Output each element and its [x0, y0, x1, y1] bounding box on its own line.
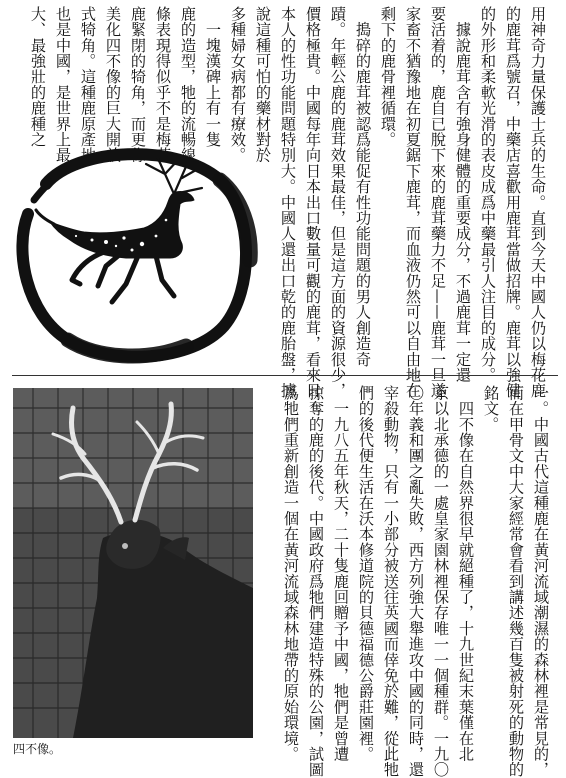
text-column: 銘文。 [482, 385, 500, 433]
text-column: 京以北承德的一處皇家園林裡保存唯一一個種群。一九〇 [432, 385, 450, 778]
text-column: 掠奪的鹿的後代。中國政府爲牠們建造特殊的公園，試圖 [307, 385, 325, 778]
text-column: 據說鹿茸含有強身健體的重要成分，不過鹿茸一定還 [454, 6, 472, 383]
text-column: 用神奇力量保護士兵的生命。直到今天中國人仍以梅花鹿 [529, 6, 547, 399]
text-column: 一塊漢碑上有一隻 [204, 6, 222, 148]
deer-eye [122, 543, 128, 549]
deer-photo-illustration [13, 388, 253, 738]
text-column: 價格極貴。中國每年向日本出口數量可觀的鹿茸，看來日 [304, 6, 322, 399]
text-column: 宰殺動物，只有一小部分被送往英國而倖免於難，從此牠 [382, 385, 400, 778]
text-column: 鹿緊閉的犄角，而更像 [129, 6, 147, 163]
text-column: 〇年義和團之亂失敗，西方列強大舉進攻中國的同時，還 [407, 385, 425, 778]
text-column: 說這種可怕的藥材對於 [254, 6, 272, 163]
text-column: 四不像在自然界很早就絕種了，十九世紀末葉僅在北 [457, 385, 475, 762]
text-column: 一。中國古代這種鹿在黃河流域潮濕的森林裡是常見的， [532, 385, 550, 778]
text-column: 搗碎的鹿茸被認爲能促有性功能問題的男人創造奇 [354, 6, 372, 368]
text-column: 爲牠們重新創造一個在黃河流域森林地帶的原始環境。 [282, 385, 300, 762]
text-column: 蹟。年輕公鹿的鹿茸效果最佳，但是這方面的資源很少， [329, 6, 347, 399]
text-column: 家畜不猶豫地在初夏鋸下鹿茸，而血液仍然可以自由地在 [404, 6, 422, 399]
text-column: 一九八五年秋天，二十隻鹿回贈予中國，牠們是曾遭 [332, 385, 350, 762]
text-column: 條表現得似乎不是梅花 [154, 6, 172, 163]
text-column: 本人的性功能問題特別大。中國人還出口乾的鹿胎盤，據 [279, 6, 297, 399]
text-column: 的外形和柔軟光滑的表皮成爲中藥最引人注目的成分。 [479, 6, 497, 383]
han-stele-deer-rubbing [6, 140, 256, 368]
text-column: 而在甲骨文中大家經常會看到講述幾百隻被射死的動物的 [507, 385, 525, 778]
text-column: 大、最強壯的鹿種之 [29, 6, 47, 148]
text-column: 剩下的鹿骨裡循環。 [379, 6, 397, 148]
text-column: 多種婦女病都有療效。 [229, 6, 247, 163]
text-column: 的鹿茸爲號召，中藥店喜歡用鹿茸當做招牌。鹿茸以強健 [504, 6, 522, 399]
text-column: 也是中國，是世界上最 [54, 6, 72, 163]
text-column: 要活着的，鹿自已脫下來的鹿茸藥力不足——鹿茸一旦遂 [429, 6, 447, 399]
deer-photograph [13, 388, 253, 738]
text-column: 們的後代便生活在沃本修道院的貝德福德公爵莊園裡。 [357, 385, 375, 762]
section-divider [12, 375, 558, 376]
text-column: 美化四不像的巨大開放 [104, 6, 122, 163]
text-column: 式犄角。這種鹿原產地 [79, 6, 97, 163]
text-column: 鹿的造型，牠的流暢線 [179, 6, 197, 163]
photo-caption: 四不像。 [13, 742, 62, 756]
